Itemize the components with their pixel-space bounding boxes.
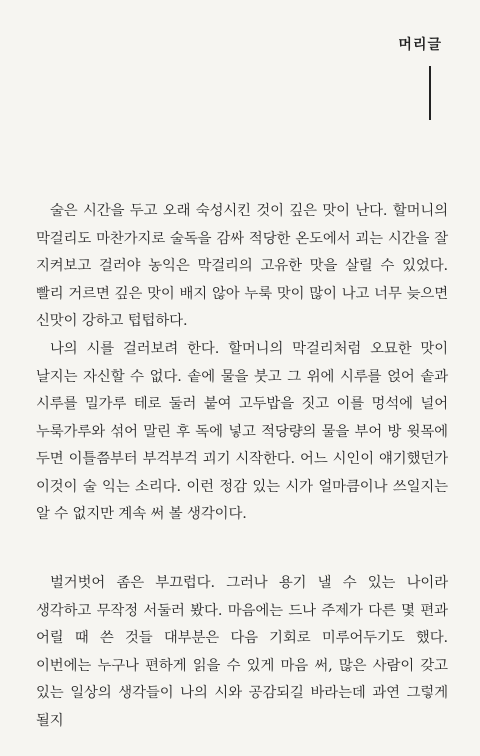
running-header: 머리글 bbox=[398, 37, 442, 53]
header-vertical-rule bbox=[429, 66, 431, 120]
paragraph-1: 술은 시간을 두고 오래 숙성시킨 것이 깊은 맛이 난다. 할머니의 막걸리도 마찬가지로 술독을 감싸 적당한 온도에서 괴는 시간을 잘 지켜보고 걸러야 농익은 막걸리의 고유한 맛을 살릴 수 있었다. 빨리 거르면 깊은 맛이 배지 않아 누룩 맛이 많이 나고 너무 늦으면 신맛이 강하고 텁텁하다. bbox=[36, 203, 448, 329]
paragraph-3: 벌거벗어 좀은 부끄럽다. 그러나 용기 낼 수 있는 나이라 생각하고 무작정 서둘러 봤다. 마음에는 드나 주제가 다른 몇 편과 어릴 때 쓴 것들 대부분은 다음 기회로 미루어두기도 했다. 이번에는 누구나 편하게 읽을 수 있게 마음 써, 많은 사람이 갖고 있는 일상의 생각들이 나의 시와 공감되길 바라는데 과연 그렇게 될지 bbox=[36, 575, 448, 729]
paragraph-2: 나의 시를 걸러보려 한다. 할머니의 막걸리처럼 오묘한 맛이 날지는 자신할 수 없다. 솥에 물을 붓고 그 위에 시루를 얹어 솥과 시루를 밀가루 테로 둘러 붙여 고두밥을 짓고 이를 멍석에 널어 누룩가루와 섞어 말린 후 독에 넣고 적당량의 물을 부어 방 윗목에 두면 이틀쯤부터 부걱부걱 괴기 시작한다. 어느 시인이 얘기했던가 이것이 술 익는 소리다. 이런 정감 있는 시가 얼마큼이나 쓰일지는 알 수 없지만 계속 써 볼 생각이다. bbox=[36, 341, 448, 522]
